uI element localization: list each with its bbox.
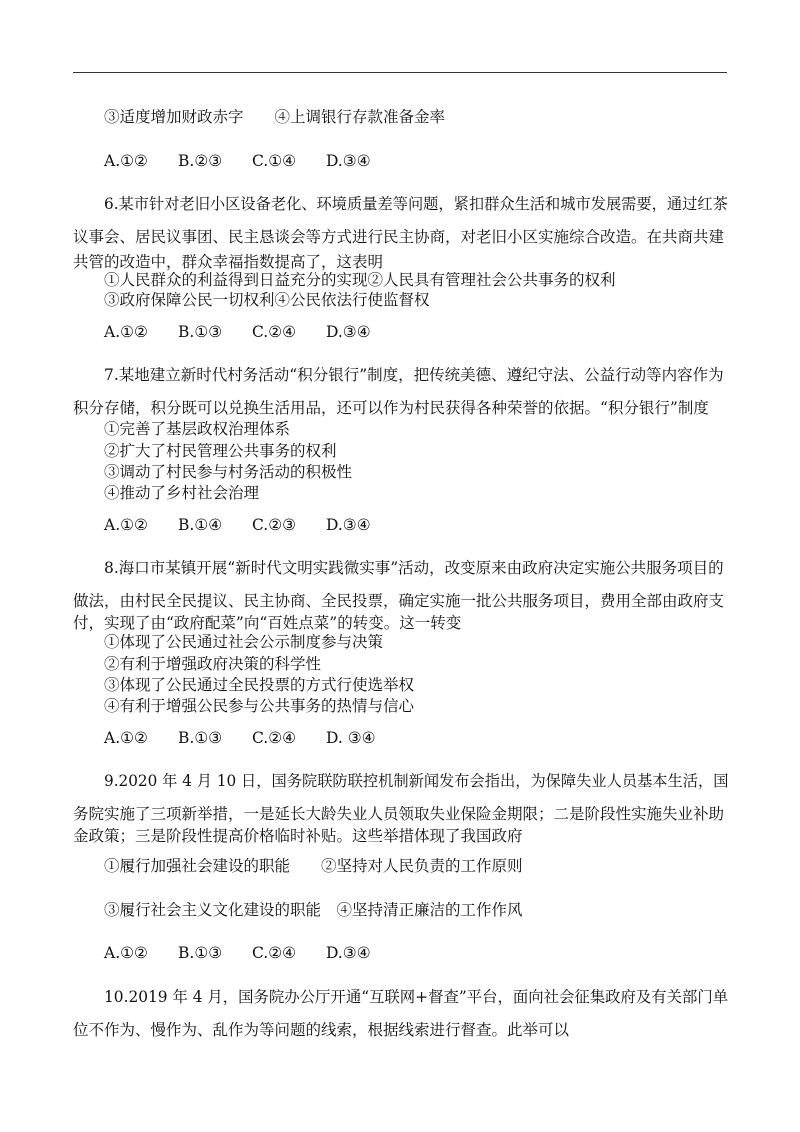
choice-d: D.③④ [326,323,371,341]
q8-stem-2: 做法，由村民全民提议、民主协商、全民投票，确定实施一批公共服务项目，费用全部由政府支 [73,592,725,610]
choice-b: B.①③ [178,944,223,962]
q10-stem-2: 位不作为、慢作为、乱作为等问题的线索，根据线索进行督查。此举可以 [73,1021,570,1039]
q7-stem-2: 积分存储，积分既可以兑换生活用品，还可以作为村民获得各种荣誉的依据。“积分银行”制度 [73,399,709,417]
q8-option-3: ③体现了公民通过全民投票的方式行使选举权 [104,676,415,694]
q9-options-line-1: ①履行加强社会建设的职能 ②坚持对人民负责的工作原则 [104,857,523,875]
q9-stem-2: 务院实施了三项新举措，一是延长大龄失业人员领取失业保险金期限；二是阶段性实施失业补助 [73,805,725,823]
choice-d: D.③④ [326,516,371,534]
choice-c: C.②③ [252,516,297,534]
q7-option-3: ③调动了村民参与村务活动的积极性 [104,463,353,481]
choice-b: B.①③ [178,729,223,747]
q10-stem-1: 10.2019 年 4 月，国务院办公厅开通“互联网+督查”平台，面向社会征集政府及有关部门单 [104,988,729,1006]
choice-a: A.①② [104,323,148,341]
q8-option-1: ①体现了公民通过社会公示制度参与决策 [104,633,384,651]
q6-stem-3: 共管的改造中，群众幸福指数提高了，这表明 [73,253,384,271]
q9-stem-1: 9.2020 年 4 月 10 日，国务院联防联控机制新闻发布会指出，为保障失业人员基本生活，国 [104,772,729,790]
q6-stem-2: 议事会、居民议事团、民主恳谈会等方式进行民主协商，对老旧小区实施综合改造。在共商共建 [73,228,725,246]
choice-d: D. ③④ [326,729,376,747]
q9-options-line-2: ③履行社会主义文化建设的职能 ④坚持清正廉洁的工作作风 [104,901,523,919]
q7-option-4: ④推动了乡村社会治理 [104,484,260,502]
choice-d: D.③④ [326,152,371,170]
q6-choices [104,322,371,342]
q8-stem-3: 付，实现了由“政府配菜”向“百姓点菜”的转变。这一转变 [73,614,462,632]
choice-a: A.①② [104,152,148,170]
choice-c: C.②④ [252,729,297,747]
header-rule [73,72,727,73]
choice-c: C.①④ [252,152,297,170]
q9-choices [104,943,371,963]
choice-b: B.①③ [178,323,223,341]
q6-option-1: ①人民群众的利益得到日益充分的实现②人民具有管理社会公共事务的权利 [104,271,616,289]
q6-option-2: ③政府保障公民一切权利④公民依法行使监督权 [104,291,430,309]
q8-stem-1: 8.海口市某镇开展“新时代文明实践微实事”活动，改变原来由政府决定实施公共服务项目的 [104,559,724,577]
q8-option-2: ②有利于增强政府决策的科学性 [104,655,322,673]
choice-c: C.②④ [252,323,297,341]
q8-choices [104,728,376,748]
choice-a: A.①② [104,944,148,962]
q8-option-4: ④有利于增强公民参与公共事务的热情与信心 [104,697,415,715]
choice-b: B.①④ [178,516,223,534]
q9-stem-3: 金政策；三是阶段性提高价格临时补贴。这些举措体现了我国政府 [73,827,523,845]
q7-option-2: ②扩大了村民管理公共事务的权利 [104,442,337,460]
choice-d: D.③④ [326,944,371,962]
q7-choices [104,515,371,535]
choice-b: B.②③ [178,152,223,170]
q5-choices [104,151,371,171]
choice-c: C.②④ [252,944,297,962]
choice-a: A.①② [104,729,148,747]
q6-stem-1: 6.某市针对老旧小区设备老化、环境质量差等问题，紧扣群众生活和城市发展需要，通过红茶 [104,195,728,213]
q5-options-line: ③适度增加财政赤字 ④上调银行存款准备金率 [104,108,446,126]
q7-stem-1: 7.某地建立新时代村务活动“积分银行”制度，把传统美德、遵纪守法、公益行动等内容作为 [104,366,724,384]
choice-a: A.①② [104,516,148,534]
q7-option-1: ①完善了基层政权治理体系 [104,420,291,438]
